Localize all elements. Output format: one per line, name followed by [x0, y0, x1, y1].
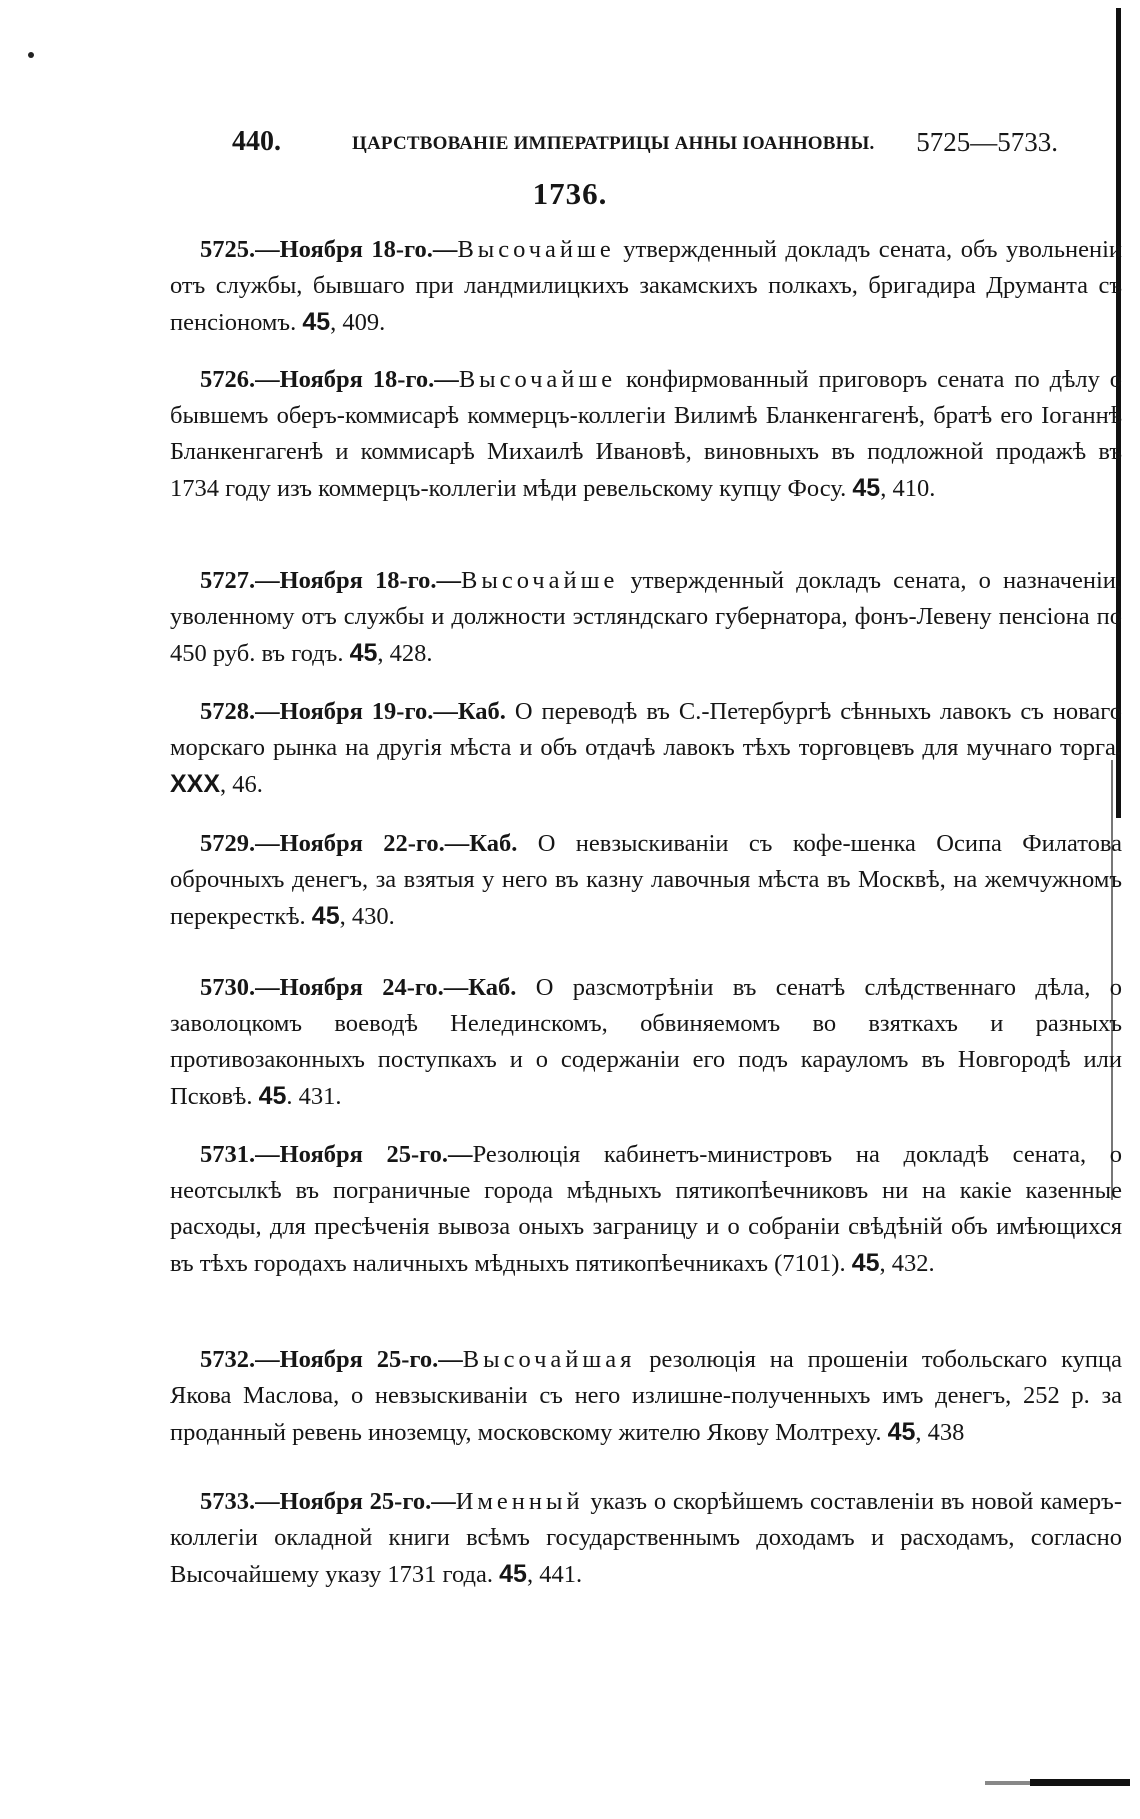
entry-number: 5733.	[200, 1488, 256, 1515]
entry-number: 5727.	[200, 567, 256, 594]
entry-5733	[170, 1484, 1122, 1593]
entry-authority: Резолюція	[472, 1141, 581, 1168]
entry-page: , 409.	[330, 309, 386, 336]
entry-page: , 410.	[880, 475, 936, 502]
entry-page: , 428.	[377, 640, 433, 667]
entry-5725	[170, 232, 1122, 341]
entry-date: —Ноября 19-го.—	[255, 698, 458, 725]
entry-page: , 438	[915, 1419, 965, 1446]
entry-number: 5728.	[200, 698, 256, 725]
scan-bottom-mark-fade	[985, 1781, 1033, 1785]
entry-number: 5729.	[200, 830, 256, 857]
entry-5728	[170, 694, 1122, 803]
entry-date: —Ноября 25-го.—	[255, 1141, 473, 1168]
entry-volume: 45	[887, 1418, 916, 1446]
running-title: ЦАРСТВОВАНІЕ ИМПЕРАТРИЦЫ АННЫ ІОАННОВНЫ.	[352, 133, 875, 154]
entry-number: 5730.	[200, 974, 256, 1001]
entry-number: 5731.	[200, 1141, 256, 1168]
entry-authority: Высочайше	[458, 366, 617, 393]
scan-bottom-mark	[1030, 1779, 1130, 1786]
entry-authority: Высочайше	[461, 567, 619, 594]
entry-number: 5725.	[200, 236, 256, 263]
entry-volume: 45	[258, 1082, 287, 1110]
entry-volume: 45	[852, 474, 881, 502]
entry-text: О разсмотрѣніи въ сенатѣ слѣдственнаго дѣла, о заволоцкомъ воеводѣ Нелединскомъ, обвиняемомъ во взяткахъ и разныхъ противозаконныхъ поступкахъ и о содержаніи его подъ карауломъ въ Новгородѣ или Псковѣ.	[170, 974, 1123, 1110]
entry-date: —Ноября 24-го.—	[255, 974, 469, 1001]
entry-authority: Высочайшая	[462, 1346, 636, 1373]
entry-text: О переводѣ въ С.-Петербургѣ сѣнныхъ лавокъ съ новаго морскаго рынка на другія мѣста и объ отдачѣ лавокъ тѣхъ торговцевъ для мучнаго торга.	[170, 698, 1122, 761]
entry-text: указъ о скорѣйшемъ составленіи въ новой камеръ-коллегіи окладной книги всѣмъ государственнымъ доходамъ и расходамъ, согласно Высочайшему указу 1731 года.	[170, 1488, 1122, 1588]
entry-date: —Ноября 25-го.—	[255, 1488, 456, 1515]
entry-5732	[170, 1342, 1122, 1451]
entry-date: —Ноября 18-го.—	[255, 567, 462, 594]
entry-5730	[170, 970, 1122, 1115]
entry-volume: 45	[851, 1249, 880, 1277]
entry-date: —Ноября 22-го.—	[255, 830, 470, 857]
page-number: 440.	[232, 126, 281, 157]
year-heading: 1736.	[532, 176, 608, 211]
entry-authority: Именный	[455, 1488, 584, 1515]
entry-volume: 45	[499, 1560, 527, 1588]
entry-page: , 46.	[220, 771, 263, 798]
entry-date: —Ноября 18-го.—	[255, 236, 458, 263]
entry-5729	[170, 826, 1122, 935]
entry-authority: Каб.	[468, 974, 517, 1001]
document-number-range: 5725—5733.	[916, 127, 1058, 157]
entry-volume: 45	[311, 902, 340, 930]
entry-number: 5726.	[200, 366, 256, 393]
entry-authority: Высочайше	[457, 236, 615, 263]
entry-date: —Ноября 18-го.—	[255, 366, 459, 393]
entry-volume: XXX	[170, 770, 221, 798]
running-header	[232, 122, 1058, 162]
entry-text: утвержденный докладъ сената, объ увольненіи отъ службы, бывшаго при ландмилицкихъ закамскихъ полкахъ, бригадира Друманта съ пенсіономъ.	[170, 236, 1123, 336]
entry-text: резолюція на прошеніи тобольскаго купца Якова Маслова, о невзыскиваніи съ него излишне-полученныхъ имъ денегъ, 252 р. за проданный ревень иноземцу, московскому жителю Якову Молтреху.	[170, 1346, 1123, 1446]
entry-volume: 45	[302, 308, 331, 336]
entry-5727	[170, 563, 1122, 672]
entry-5726	[170, 362, 1122, 507]
entry-authority: Каб.	[469, 830, 518, 857]
entry-text: утвержденный докладъ сената, о назначеніи, уволенному отъ службы и должности эстляндскаго губернатора, фонъ-Левену пенсіона по 450 руб. въ годъ.	[170, 567, 1122, 667]
entry-page: , 441.	[526, 1561, 583, 1588]
entry-page: , 430.	[339, 903, 395, 930]
entry-volume: 45	[349, 639, 378, 667]
entry-date: —Ноября 25-го.—	[255, 1346, 463, 1373]
entry-page: . 431.	[286, 1083, 342, 1110]
entry-page: , 432.	[879, 1250, 935, 1277]
entry-5731	[170, 1137, 1122, 1282]
entry-text: О невзыскиваніи съ кофе-шенка Осипа Филатова оброчныхъ денегъ, за взятыя у него въ казну лавочныя мѣста въ Москвѣ, на жемчужномъ перекресткѣ.	[170, 830, 1122, 930]
entry-text: конфирмованный приговоръ сената по дѣлу о бывшемъ оберъ-коммисарѣ коммерцъ-коллегіи Вилимѣ Бланкенгагенѣ, братѣ его Іоганнѣ Бланкенгагенѣ и коммисарѣ Михаилѣ Ивановѣ, виновныхъ въ подложной продажѣ въ 1734 году изъ коммерцъ-коллегіи мѣди ревельскому купцу Фосу.	[170, 366, 1122, 502]
scan-speck	[28, 52, 34, 58]
entry-authority: Каб.	[457, 698, 506, 725]
entry-text: кабинетъ-министровъ на докладѣ сената, о неотсылкѣ въ пограничные города мѣдныхъ пятикопѣечниковъ ни на какіе казенные расходы, для пресѣченія вывоза оныхъ заграницу и о собраніи свѣдѣній объ имѣющихся въ тѣхъ городахъ наличныхъ мѣдныхъ пятикопѣечникахъ (7101).	[170, 1141, 1122, 1277]
entry-number: 5732.	[200, 1346, 256, 1373]
